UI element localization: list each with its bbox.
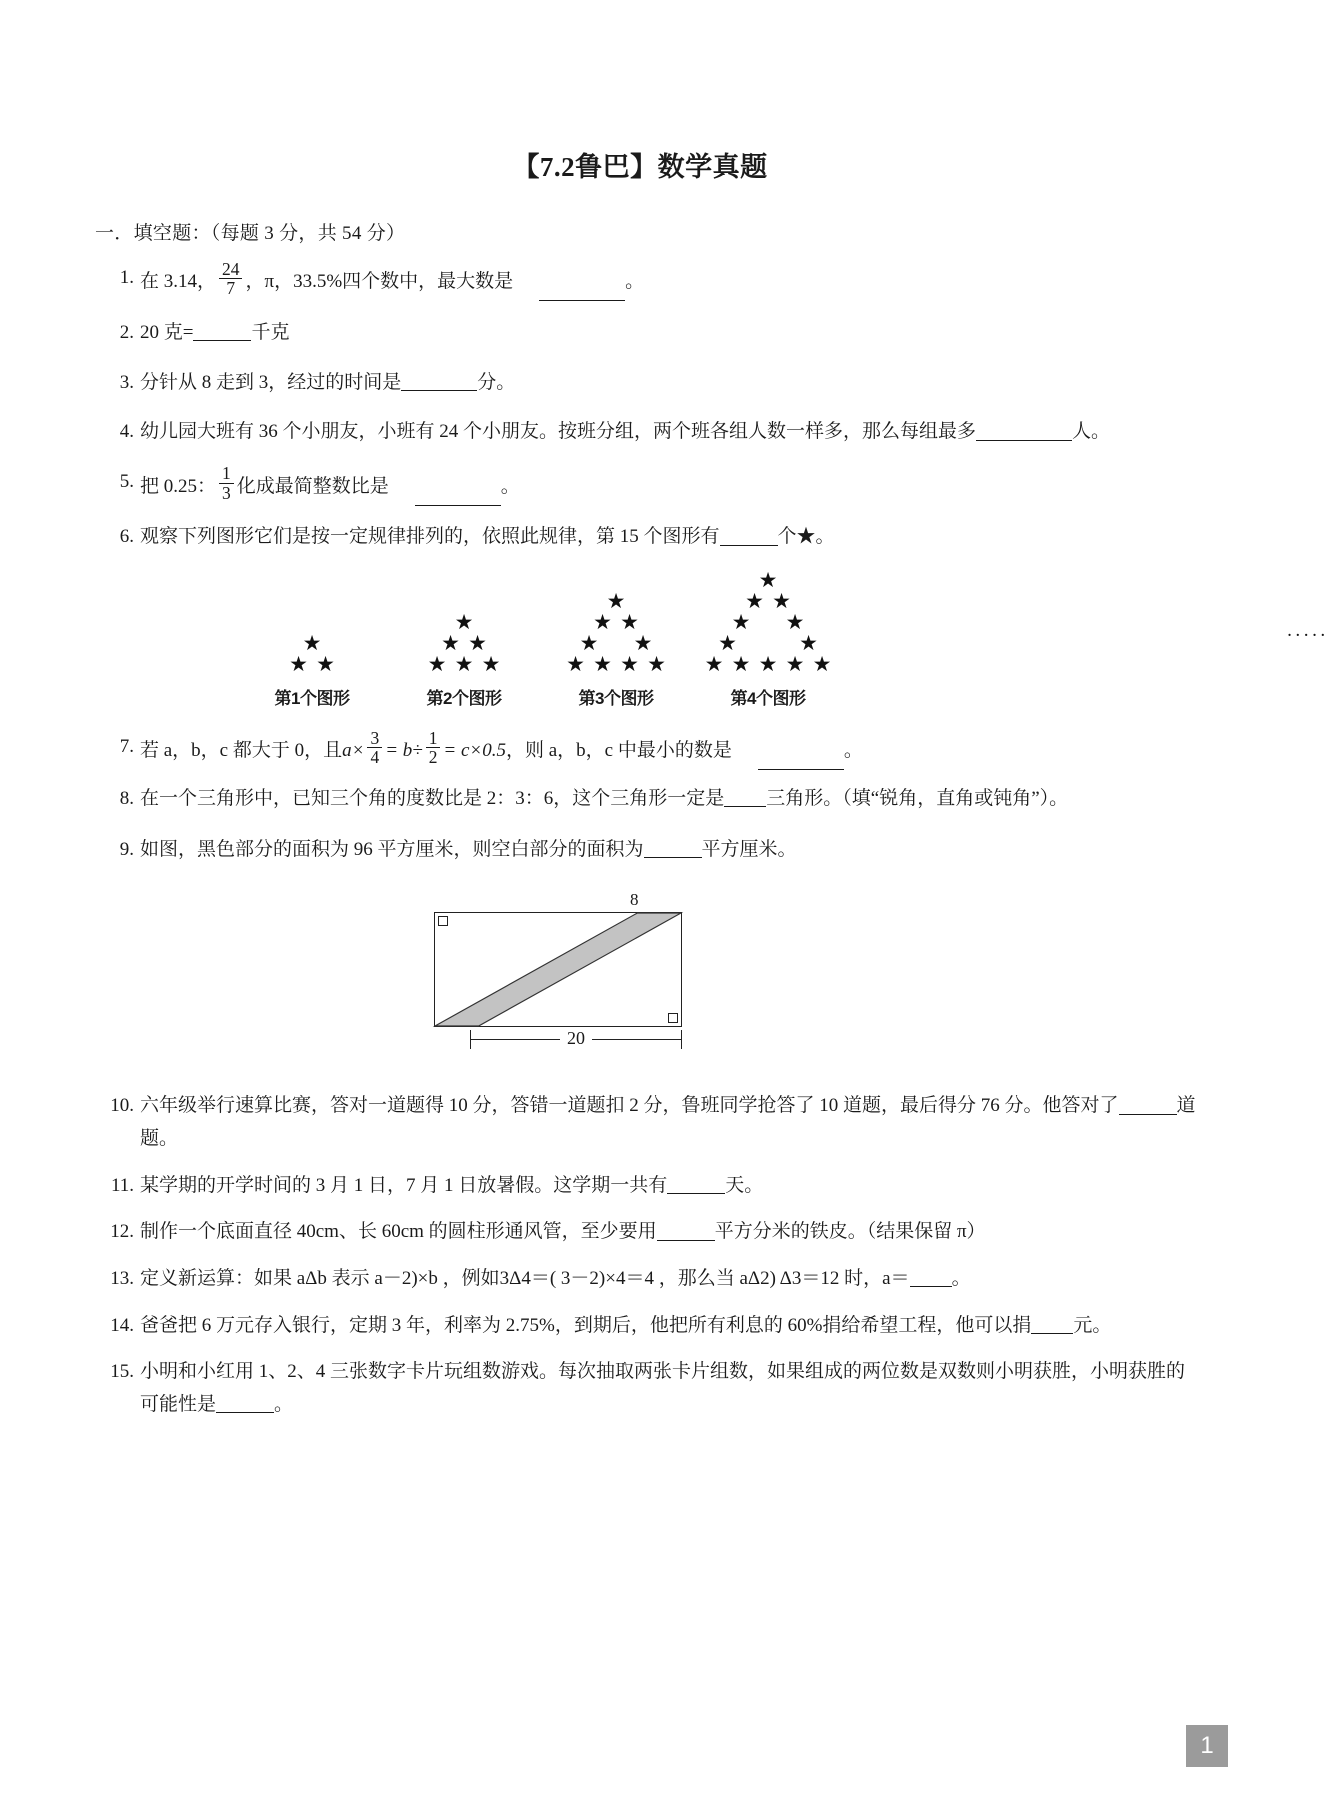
star-rows xyxy=(285,630,339,677)
question-item-15 xyxy=(0,1356,1280,1421)
question-item-14 xyxy=(0,1310,1280,1343)
question-text-part-b: 平方厘米。 xyxy=(701,838,797,860)
star-icon: ★ xyxy=(799,630,818,655)
page-number-badge: 1 xyxy=(1186,1725,1228,1767)
answer-blank[interactable] xyxy=(720,526,778,546)
answer-blank[interactable] xyxy=(401,371,477,391)
star-icon: ★ xyxy=(579,630,599,655)
star-icon: ★ xyxy=(812,651,832,676)
question-text xyxy=(140,727,863,768)
question-item-1 xyxy=(0,258,1280,300)
question-text-part-a: 定义新运算：如果 aΔb 表示 a－2)×b ，例如3Δ4＝( 3－2)×4＝4 ，那么当 aΔ2) Δ3＝12 时，a＝ xyxy=(140,1267,910,1289)
star-icon: ★ xyxy=(758,651,778,676)
question-item-12 xyxy=(0,1216,1280,1249)
question-number: 11. xyxy=(110,1174,134,1196)
question-item-3 xyxy=(0,367,1280,400)
answer-blank[interactable] xyxy=(644,838,702,858)
question-number: 3. xyxy=(119,371,134,393)
question-text-part-b: 千克 xyxy=(251,322,290,344)
question-text-part-a: 若 a，b，c 都大于 0，且 xyxy=(140,740,343,762)
rectangle-bottom-label: 20 xyxy=(560,1028,592,1049)
question-number: 5. xyxy=(119,471,134,493)
question-text-part-a: 如图，黑色部分的面积为 96 平方厘米，则空白部分的面积为 xyxy=(140,838,644,860)
star-icon: ★ xyxy=(316,651,335,676)
dimension-tick-right xyxy=(681,1030,682,1049)
question-text-part-b: 化成最简整数比是 xyxy=(236,475,389,497)
question-number: 4. xyxy=(119,421,134,443)
star-icon: ★ xyxy=(289,651,308,676)
star-row xyxy=(701,651,836,677)
star-icon: ★ xyxy=(593,651,612,676)
star-icon: ★ xyxy=(481,651,501,676)
fraction-3-4: $\frac{3}{4}$ xyxy=(367,729,382,767)
star-icon: ★ xyxy=(302,630,322,655)
question-text xyxy=(140,839,797,860)
star-icon: ★ xyxy=(647,651,666,676)
answer-blank[interactable] xyxy=(1031,1314,1073,1334)
star-icon: ★ xyxy=(566,651,585,676)
question-text xyxy=(140,526,835,547)
star-icon: ★ xyxy=(633,630,653,655)
question-text xyxy=(140,1268,971,1289)
question-text-part-a: 制作一个底面直径 40cm、长 60cm 的圆柱形通风管，至少要用 xyxy=(140,1221,657,1243)
question-text-part-a: 某学期的开学时间的 3 月 1 日，7 月 1 日放暑假。这学期一共有 xyxy=(140,1174,668,1196)
star-icon: ★ xyxy=(731,609,751,634)
fraction-1-3: $\frac{1}{3}$ xyxy=(219,464,234,502)
star-figure-2 xyxy=(388,609,540,709)
question-number: 12. xyxy=(110,1221,134,1243)
answer-blank[interactable] xyxy=(415,504,501,506)
star-rows xyxy=(424,609,505,677)
question-text-part-b: 人。 xyxy=(1072,421,1111,443)
question-text xyxy=(140,322,289,343)
star-icon: ★ xyxy=(745,588,764,613)
question-text-part-a: 在一个三角形中，已知三个角的度数比是 2：3：6，这个三角形一定是 xyxy=(140,787,725,809)
star-figure-label: 第4个图形 xyxy=(730,688,806,708)
star-icon: ★ xyxy=(620,609,639,634)
question-number: 9. xyxy=(119,838,134,860)
star-figure-label: 第1个图形 xyxy=(274,688,350,708)
question-number: 2. xyxy=(119,322,134,344)
question-text-part-b: 元。 xyxy=(1073,1314,1112,1336)
star-icon: ★ xyxy=(427,651,447,676)
question-text-part-b: 道题。 xyxy=(140,1095,1196,1149)
question-item-5 xyxy=(0,462,1280,504)
star-icon: ★ xyxy=(785,651,805,676)
question-text xyxy=(140,1175,763,1196)
right-angle-marker-bottom-right xyxy=(668,1013,678,1023)
star-row xyxy=(424,651,505,677)
star-figure-4 xyxy=(692,567,844,709)
answer-blank[interactable] xyxy=(193,321,251,341)
right-angle-marker-top-left xyxy=(438,916,448,926)
rectangle-bottom-dimension xyxy=(470,1030,682,1050)
question-item-7 xyxy=(0,727,1280,769)
answer-blank[interactable] xyxy=(910,1267,952,1287)
answer-blank[interactable] xyxy=(724,787,766,807)
question-number: 15. xyxy=(110,1361,134,1383)
question-item-4 xyxy=(0,416,1280,449)
expression-c-times: = c×0.5 xyxy=(443,740,506,762)
question-text-part-b: 平方分米的铁皮。（结果保留 π） xyxy=(714,1221,986,1243)
star-icon: ★ xyxy=(441,630,460,655)
rectangle-top-label: 8 xyxy=(630,890,639,910)
question-text xyxy=(140,1221,986,1242)
section-heading: 一．填空题：（每题 3 分，共 54 分） xyxy=(95,223,406,244)
question-number: 10. xyxy=(110,1095,134,1117)
rectangle-figure xyxy=(434,890,684,1064)
question-text xyxy=(140,421,1110,442)
star-row xyxy=(285,651,339,677)
question-text xyxy=(140,258,645,299)
question-text-part-b: 。 xyxy=(274,1393,294,1415)
question-item-10 xyxy=(0,1090,1280,1155)
question-item-6 xyxy=(0,521,1280,554)
answer-blank[interactable] xyxy=(657,1221,715,1241)
star-row xyxy=(576,630,657,656)
question-text-part-a: 小明和小红用 1、2、4 三张数字卡片玩组数游戏。每次抽取两张卡片组数，如果组成的两位数是双数则小明获胜，小明获胜的可能性是 xyxy=(140,1361,1186,1415)
question-text xyxy=(140,1095,1196,1149)
question-number: 7. xyxy=(119,735,134,757)
question-text-part-a: 分针从 8 走到 3，经过的时间是 xyxy=(140,371,402,393)
question-text-part-b: 。 xyxy=(951,1267,971,1289)
star-figure-1 xyxy=(236,630,388,709)
question-text-part-b: 三角形。（填“锐角，直角或钝角”）。 xyxy=(766,787,1069,809)
question-text-part-c: 。 xyxy=(625,271,645,293)
star-figure-3 xyxy=(540,588,692,709)
star-icon: ★ xyxy=(731,651,751,676)
question-list xyxy=(0,258,1280,554)
star-icon: ★ xyxy=(772,588,791,613)
star-row xyxy=(562,651,670,677)
question-list-tail xyxy=(0,1090,1280,1421)
star-figure-label: 第2个图形 xyxy=(426,688,502,708)
question-text-part-b: 天。 xyxy=(725,1174,764,1196)
question-text-part-c: 。 xyxy=(843,740,863,762)
question-item-13 xyxy=(0,1263,1280,1296)
answer-blank[interactable] xyxy=(1119,1095,1177,1115)
question-text xyxy=(140,1315,1111,1336)
star-icon: ★ xyxy=(620,651,639,676)
question-item-9 xyxy=(0,834,1280,867)
star-icon: ★ xyxy=(718,630,737,655)
answer-blank[interactable] xyxy=(976,421,1072,441)
question-text xyxy=(140,1361,1185,1415)
question-number: 6. xyxy=(119,526,134,548)
fraction-24-7: $\frac{24}{7}$ xyxy=(219,260,242,298)
star-rows xyxy=(701,567,836,677)
question-text xyxy=(140,788,1068,809)
star-row xyxy=(728,609,809,635)
star-figure-label: 第3个图形 xyxy=(578,688,654,708)
question-text-part-b: ，则 a，b，c 中最小的数是 xyxy=(506,740,732,762)
answer-blank[interactable] xyxy=(539,299,625,301)
question-text-part-b: 个★。 xyxy=(777,526,835,548)
expression-b-div: = b÷ xyxy=(385,740,423,762)
answer-blank[interactable] xyxy=(758,768,844,770)
question-number: 8. xyxy=(119,787,134,809)
ellipsis-dots: ····· xyxy=(1286,624,1328,646)
question-item-8 xyxy=(0,783,1280,816)
question-text-part-a: 把 0.25： xyxy=(140,475,217,497)
star-icon: ★ xyxy=(785,609,805,634)
question-item-11 xyxy=(0,1170,1280,1203)
question-text-part-b: 分。 xyxy=(477,371,516,393)
rectangle-shape xyxy=(434,912,682,1027)
star-icon: ★ xyxy=(704,651,724,676)
star-icon: ★ xyxy=(468,630,487,655)
page-title: 【7.2鲁巴】数学真题 xyxy=(512,152,768,182)
star-icon: ★ xyxy=(606,588,626,613)
expression-a-times: a× xyxy=(342,740,365,762)
star-icon: ★ xyxy=(593,609,612,634)
question-text-part-a: 20 克= xyxy=(140,322,194,344)
question-text-part-a: 爸爸把 6 万元存入银行，定期 3 年，利率为 2.75%，到期后，他把所有利息的 60%捐给希望工程，他可以捐 xyxy=(140,1314,1032,1336)
question-text xyxy=(140,462,520,503)
question-number: 14. xyxy=(110,1314,134,1336)
star-icon: ★ xyxy=(454,651,474,676)
star-icon: ★ xyxy=(454,609,474,634)
question-number: 1. xyxy=(119,267,134,288)
question-text-part-a: 幼儿园大班有 36 个小朋友，小班有 24 个小朋友。按班分组，两个班各组人数一样多，那么每组最多 xyxy=(140,421,977,443)
answer-blank[interactable] xyxy=(216,1393,274,1413)
question-text xyxy=(140,372,515,393)
question-text-part-a: 观察下列图形它们是按一定规律排列的，依照此规律，第 15 个图形有 xyxy=(140,526,720,548)
star-pattern-figure xyxy=(236,567,1328,709)
star-icon: ★ xyxy=(758,567,778,592)
question-item-2 xyxy=(0,317,1280,350)
question-list-continued xyxy=(0,727,1280,866)
question-text-part-b: ，π，33.5%四个数中，最大数是 xyxy=(245,271,514,293)
answer-blank[interactable] xyxy=(667,1174,725,1194)
question-text-part-a: 六年级举行速算比赛，答对一道题得 10 分，答错一道题扣 2 分，鲁班同学抢答了 10 道题，最后得分 76 分。他答对了 xyxy=(140,1095,1119,1117)
shaded-band xyxy=(435,913,681,1026)
question-text-part-c: 。 xyxy=(500,475,520,497)
fraction-1-2: $\frac{1}{2}$ xyxy=(426,729,441,767)
question-number: 13. xyxy=(110,1267,134,1289)
star-rows xyxy=(562,588,670,677)
question-text-part-a: 在 3.14， xyxy=(140,271,217,293)
